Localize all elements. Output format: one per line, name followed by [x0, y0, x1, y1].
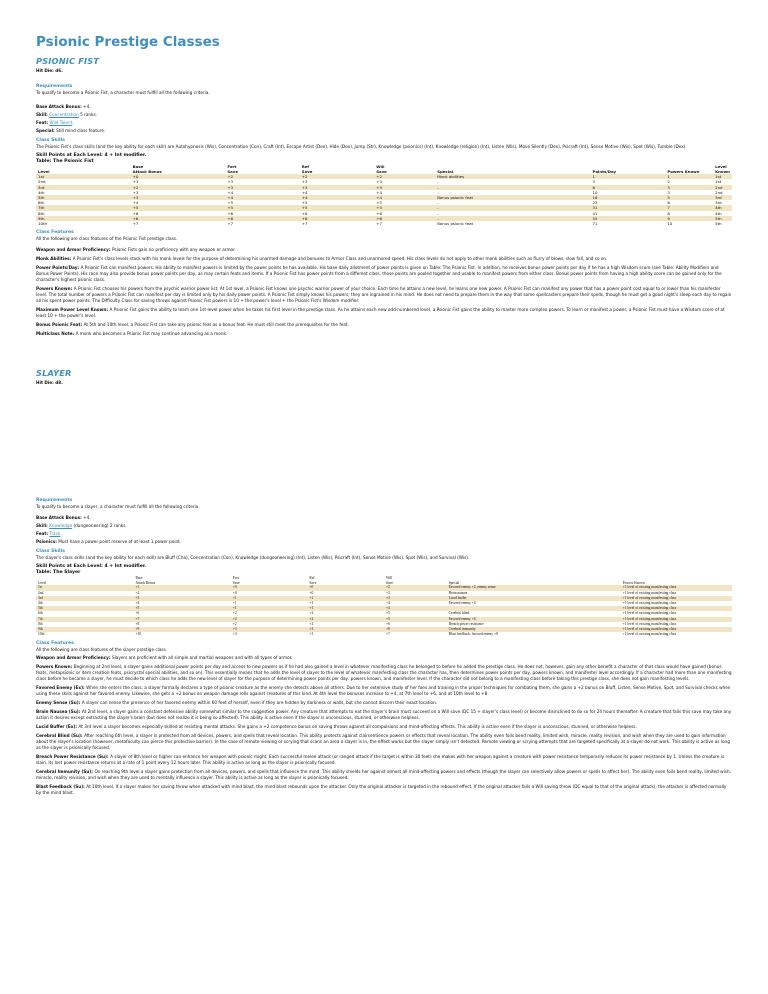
slayer-features-heading: Class Features	[36, 641, 74, 647]
table-cell: 8th	[38, 621, 43, 626]
table-cell: +5	[376, 200, 382, 206]
feature-text: Beginning at 2nd level, a slayer gains additional power points per day and access to new powers as if he had also gained a level in whatever manifesting class he belonged to before he added the prestige class. He does not, however, gain any other benefit a character of that class would have gained (bonus feats, metapsionic or item creation feats, psicrystal special abilities, and so on). This essentially means that he adds the level of slayer to the level of whatever manifesting class the character has, then determines power points per day, powers known, and manifester level accordingly. If a character had more than one manifesting class before he became a slayer, he must decide to which class he adds the new level of slayer for the purpose of determining power points per day, powers known, and manifester level. If the character did not belong to a manifesting class before taking this prestige class, she does not gain manifesting levels.	[36, 664, 732, 682]
table-cell: 4th	[715, 210, 722, 216]
table-cell: +2	[231, 617, 308, 622]
feature-text: A slayer of 8th level or higher can enhance her weapon with psionic might. Each successful melee attack (or ranged attack if the target is within 30 feet) she makes with her weapon against a creature with power resistance temporarily reduces its power resistance by 1. Unless the creature is slain, its lost power resistance returns at a rate of 1 point every 12 hours later. This ability is active as long as the slayer is psionically focused.	[36, 754, 725, 766]
table-cell: 2	[667, 179, 670, 185]
table-cell: +0	[309, 590, 314, 595]
table-cell: -	[437, 200, 439, 206]
table-cell: +1	[133, 585, 230, 590]
table-cell: 5th	[36, 195, 131, 200]
table-cell: 3rd	[715, 200, 722, 206]
table-cell: 6	[667, 200, 670, 206]
table-cell: +5	[301, 200, 308, 206]
table-cell: 4th	[38, 189, 45, 195]
slayer-table-title: Table: The Slayer	[36, 570, 81, 576]
table-cell: 1st	[36, 174, 131, 179]
table-cell: +3	[309, 632, 314, 637]
table-cell: Blast feedback, favored enemy +8	[448, 632, 498, 637]
feature-paragraph	[36, 784, 732, 796]
table-cell: Monk abilities	[435, 174, 590, 179]
slayer-feat-link[interactable]: Track	[49, 531, 61, 537]
fist-feat-label: Feat:	[36, 120, 49, 125]
table-cell: Breach power resistance	[448, 621, 484, 626]
feature-paragraph	[36, 754, 732, 766]
table-cell: +5	[133, 606, 230, 611]
table-cell: +5	[300, 205, 374, 210]
table-cell: +3	[232, 632, 237, 637]
table-cell: +1 level of existing manifesting class	[622, 590, 677, 595]
table-cell: +7	[385, 632, 390, 637]
table-cell: +5	[227, 200, 234, 206]
table-cell: +4	[300, 195, 374, 200]
table-cell: +3	[385, 590, 390, 595]
table-cell: +6	[227, 210, 234, 216]
fist-heading: PSIONIC FIST	[36, 56, 100, 66]
table-cell: +6	[135, 611, 140, 616]
column-header: Base Attack Bonus	[135, 576, 156, 585]
table-cell: 1st	[713, 174, 732, 179]
table-cell: Favored enemy +6	[447, 617, 621, 622]
table-cell: +1 level of existing manifesting class	[622, 621, 677, 626]
table-cell: +7	[376, 221, 382, 227]
table-cell: +3	[132, 189, 139, 195]
table-cell: +3	[376, 179, 382, 185]
table-cell: 3	[592, 179, 595, 185]
table-cell: +1 level of existing manifesting class	[621, 585, 732, 590]
table-cell: +7	[227, 221, 234, 227]
table-cell: +6	[225, 216, 299, 221]
table-cell: +6	[132, 210, 139, 216]
table-cell: +3	[374, 185, 435, 190]
column-header: Special	[437, 168, 454, 174]
table-cell: +2	[309, 621, 314, 626]
table-cell: 2nd	[715, 189, 723, 195]
fist-special-value: Still mind class feature.	[56, 128, 106, 133]
slayer-features-list	[36, 655, 732, 796]
table-cell: +3	[225, 185, 299, 190]
table-row	[36, 632, 732, 637]
table-cell: 10th	[38, 632, 45, 637]
feature-paragraph	[36, 322, 732, 328]
feature-text: A Psionic Fist's class levels stack with his monk levels for the purpose of determining his unarmed damage and bonuses to Armor Class and unarmored speed. His class levels do not apply to other monk abilities such as flurry of blows, slow fall, and so on.	[72, 256, 608, 262]
fist-feat-link[interactable]: Wild Talent	[49, 120, 73, 125]
table-cell: 3	[667, 189, 670, 195]
table-cell: +7	[301, 221, 308, 227]
table-cell: +2	[307, 617, 384, 622]
table-cell: Cerebral blind	[448, 611, 470, 616]
table-cell: +4	[385, 601, 390, 606]
table-cell: +2	[309, 611, 314, 616]
slayer-skill-points: Skill Points at Each Level: 4 + Int modifier.	[36, 564, 147, 570]
table-cell: 8th	[38, 210, 45, 216]
table-cell: 6	[591, 185, 666, 190]
feature-label: Powers Known:	[36, 286, 74, 292]
fist-skill-label: Skill:	[36, 112, 48, 117]
column-header: Level	[38, 168, 50, 174]
table-cell: 1	[665, 174, 713, 179]
table-cell: 1st	[36, 585, 133, 590]
table-cell: +4	[374, 195, 435, 200]
table-cell: 3rd	[36, 185, 131, 190]
slayer-heading: SLAYER	[36, 368, 72, 379]
feature-label: Favored Enemy (Ex):	[36, 685, 87, 691]
slayer-bab-label: Base Attack Bonus:	[36, 515, 82, 521]
slayer-features-intro: All the following are class features of the slayer prestige class.	[36, 647, 168, 653]
table-cell: +6	[300, 216, 374, 221]
feature-paragraph	[36, 331, 732, 337]
feature-text: When she enters the class, a slayer formally declares a type of psionic creature as the enemy she detects above all others. Due to her extensive study of her foes and training in the proper techniques for combating them, she gains a +2 bonus on Bluff, Listen, Sense Motive, Spot, and Survival checks when using these skills against her favored enemy. Likewise, she gets a +2 bonus on weapon damage rolls against creatures of this kind. At 4th level the bonuses increase to +4, at 7th level to +6, and at 10th level to +8.	[36, 685, 731, 697]
table-cell: 5th	[713, 216, 732, 221]
table-cell: +5	[131, 205, 226, 210]
table-cell: 10	[667, 221, 673, 227]
fist-features-heading: Class Features	[36, 230, 74, 236]
table-cell: +6	[301, 210, 308, 216]
table-cell: +5	[374, 205, 435, 210]
slayer-feat-rest: .	[60, 531, 62, 537]
table-cell: +1	[132, 179, 139, 185]
feature-label: Power Points/Day:	[36, 265, 81, 271]
table-cell: +6	[385, 621, 390, 626]
table-cell: +1	[232, 601, 237, 606]
table-cell: -	[437, 179, 439, 185]
table-cell: +1 level of existing manifesting class	[622, 611, 677, 616]
table-cell: 7	[665, 205, 713, 210]
table-cell: +4	[376, 189, 382, 195]
fist-bab-label: Base Attack Bonus:	[36, 104, 82, 109]
fist-table-title: Table: The Psionic Fist	[36, 159, 94, 164]
table-cell: 9th	[36, 627, 133, 632]
feature-label: Blast Feedback (Su):	[36, 784, 87, 790]
table-cell: +8	[135, 621, 140, 626]
table-cell: 2nd	[38, 590, 44, 595]
fist-class-skills-heading: Class Skills	[36, 138, 65, 143]
table-cell: Bonus psionic feat	[435, 195, 590, 200]
table-cell: +6	[384, 627, 447, 632]
fist-req-intro: To qualify to become a Psionic Fist, a character must fulfill all the following criteria.	[36, 90, 210, 95]
slayer-bab-value: +4.	[83, 515, 91, 521]
table-cell: -	[435, 216, 590, 221]
table-cell: -	[435, 205, 590, 210]
slayer-hit-die: Hit Die: d8.	[36, 380, 63, 386]
column-header: Base Attack Bonus	[132, 164, 162, 174]
slayer-class-skills: The slayer's class skills (and the key ability for each skill) are Bluff (Cha), Concentration (Con), Knowledge (dungeoneering) (Int), Listen (Wis), Psicraft (Int), Sense Motive (Wis), Spot (Wis), and Survival (Wis).	[36, 555, 470, 561]
table-cell: 31	[591, 205, 666, 210]
table-cell: +1 level of existing manifesting class	[621, 596, 732, 601]
feature-paragraph	[36, 655, 732, 661]
slayer-class-skills-heading: Class Skills	[36, 549, 65, 555]
table-cell: 4th	[38, 601, 43, 606]
feature-paragraph	[36, 247, 732, 253]
column-header: Fort Save	[232, 576, 240, 585]
column-header: Ref Save	[301, 164, 313, 174]
feature-label: Brain Nausea (Su):	[36, 709, 82, 715]
feature-label: Cerebral Immunity (Su):	[36, 769, 95, 775]
feature-text: At 5th and 10th level, a Psionic Fist can take any psionic feat as a bonus feat. He must still meet the prerequisites for the feat.	[83, 322, 349, 328]
table-cell: +6	[131, 216, 226, 221]
feature-paragraph	[36, 256, 732, 262]
fist-skill-link[interactable]: Concentration	[49, 112, 79, 117]
table-cell: +4	[227, 189, 234, 195]
fist-bab-value: +4.	[83, 104, 91, 109]
column-header: Will Save	[376, 164, 387, 174]
feature-paragraph	[36, 724, 732, 730]
table-cell: 4th	[713, 205, 732, 210]
feature-label: Cerebral Blind (Su):	[36, 733, 85, 739]
table-cell: 9	[665, 216, 713, 221]
feature-text: At 10th level, if a slayer makes her saving throw when attacked with mind blast, the mind blast rebounds upon the attacker. Only the original attacker is targeted in the rebound effect. If the original attacker fails a Will saving throw (DC equal to that of the original attack), the attacker is affected normally by the mind blast.	[36, 784, 727, 796]
table-cell: +6	[376, 210, 382, 216]
table-cell: 6th	[38, 611, 43, 616]
table-cell: 3rd	[713, 195, 732, 200]
feature-text: A slayer can sense the presence of her favored enemy within 60 feet of herself, even if they are hidden by darkness or walls, but she cannot discern their exact location.	[81, 700, 438, 706]
table-cell: 16	[591, 195, 666, 200]
table-cell: +1 level of existing manifesting class	[622, 601, 677, 606]
fist-hit-die: Hit Die: d6.	[36, 68, 63, 73]
feature-text: A Psionic Fist can manifest powers. His ability to manifest powers is limited by the power points he has available. His base daily allotment of power points is given on Table: The Psionic Fist. In addition, he receives bonus power points per day if he has a high Wisdom score (see Table: Ability Modifiers and Bonus Power Points). His race may also provide bonus power points per day, as may certain feats and items. If a Psionic Fist has power points from a different class, those points are pooled together and usable to manifest powers from either class. Bonus power points from having a high ability score can be gained only for the character's highest psionic class.	[36, 265, 722, 283]
table-cell: +4	[301, 189, 308, 195]
feature-paragraph	[36, 664, 732, 682]
fist-features-intro: All the following are class features of the Psionic Fist prestige class.	[36, 236, 178, 242]
slayer-skill-label: Skill:	[36, 523, 48, 529]
table-cell: +3	[301, 179, 308, 185]
fist-class-skills: The Psionic Fist's class skills (and the key ability for each skill) are Autohypnosis (Wis), Concentration (Con), Craft (Int), Escape Artist (Dex), Hide (Dex), Jump (Str), Knowledge (psionics) (Int), Knowledge (religion) (Int), Listen (Wis), Move Silently (Dex), Psicraft (Int), Sense Motive (Wis), Spot (Wis), Tumble (Dex).	[36, 144, 687, 149]
table-cell: Favored enemy +4	[448, 601, 476, 606]
fist-requirements-heading: Requirements	[36, 84, 73, 89]
feature-paragraph	[36, 685, 732, 697]
column-header: Points/Day	[592, 168, 616, 174]
slayer-table	[36, 576, 732, 637]
table-cell: +2	[225, 174, 299, 179]
table-row	[36, 221, 732, 226]
table-cell: 1	[591, 174, 666, 179]
feature-label: Breach Power Resistance (Su):	[36, 754, 111, 760]
feature-text: A monk who becomes a Psionic Fist may continue advancing as a monk.	[75, 331, 228, 337]
feature-paragraph	[36, 769, 732, 781]
fist-features-list	[36, 247, 732, 337]
table-cell: +1	[231, 606, 308, 611]
table-cell: +1	[307, 606, 384, 611]
table-cell: +1	[231, 596, 308, 601]
feature-label: Bonus Psionic Feat:	[36, 322, 84, 328]
feature-text: On reaching 9th level a slayer gains protection from all devices, powers, and spells that influence the mind. This ability shields her against almost all mind-affecting powers and effects (though the slayer can selectively allow powers or spells to affect her). The ability even foils bend reality, limited wish, miracle, reality revision, and wish when they are used to mentally influence a slayer. This ability is active as long as the slayer is psionically focused.	[36, 769, 731, 781]
table-cell: +3	[231, 627, 308, 632]
document	[36, 30, 732, 799]
table-cell: +0	[307, 585, 384, 590]
feature-paragraph	[36, 307, 732, 319]
table-cell: Cerebral immunity	[447, 627, 621, 632]
column-header: Special	[448, 580, 460, 585]
psionic-fist-table	[36, 165, 732, 226]
feature-label: Powers Known:	[36, 664, 74, 670]
feature-paragraph	[36, 709, 732, 721]
feature-label: Weapon and Armor Proficiency:	[36, 655, 112, 661]
slayer-psionics-label: Psionics:	[36, 539, 57, 545]
feature-label: Lucid Buffer (Ex):	[36, 724, 79, 730]
table-cell: Lucid buffer	[447, 596, 621, 601]
table-cell: +2	[374, 174, 435, 179]
table-cell: 2nd	[713, 185, 732, 190]
table-cell: 3rd	[36, 596, 133, 601]
table-cell: Bonus psionic feat	[437, 221, 474, 227]
feature-label: Multiclass Note:	[36, 331, 76, 337]
table-cell: +5	[225, 205, 299, 210]
slayer-req-intro: To qualify to become a slayer, a character must fulfill all the following criteria.	[36, 504, 200, 510]
table-cell: +4	[225, 195, 299, 200]
feature-text: A Psionic Fist gains the ability to learn one 1st-level power when he takes his first level in the prestige class. As he attains each new odd-numbered level, a Psionic Fist gains the ability to master more complex powers. To learn or manifest a power, a Psionic Fist must have a Wisdom score of at least 10 + the power's level.	[36, 307, 725, 319]
feature-text: Slayers are proficient with all simple and martial weapons and with all types of armor.	[111, 655, 293, 661]
table-cell: 10	[592, 189, 598, 195]
column-header: Powers Known	[667, 168, 700, 174]
table-cell: 5	[665, 195, 713, 200]
table-cell: +4	[384, 606, 447, 611]
table-cell: +2	[232, 611, 237, 616]
table-cell: +9	[133, 627, 230, 632]
slayer-skill-link[interactable]: Knowledge	[49, 523, 73, 529]
table-cell: +6	[374, 216, 435, 221]
table-cell: +2	[384, 585, 447, 590]
fist-skill-rest: 5 ranks.	[80, 112, 97, 117]
table-cell: 7th	[36, 205, 131, 210]
table-cell: +7	[132, 221, 139, 227]
table-cell: Brain nausea	[448, 590, 468, 595]
fist-skill-points: Skill Points at Each Level: 4 + Int modifier.	[36, 153, 147, 158]
table-cell: -	[437, 210, 439, 216]
table-cell: 8	[667, 210, 670, 216]
table-cell: 7th	[36, 617, 133, 622]
table-cell: +7	[133, 617, 230, 622]
table-cell: +2	[300, 174, 374, 179]
feature-paragraph	[36, 733, 732, 751]
table-cell: +5	[385, 611, 390, 616]
feature-text: After reaching 6th level, a slayer is protected from all devices, powers, and spells that reveal location. This ability protects against clairsentience powers or effects that reveal location. The ability even foils bend reality, limited wish, miracle, reality revision, and wish when they are used to gain information about the slayer's location (however, metafaculty can pierce this protective barrier). In the case of remote viewing or scrying that scans an area a slayer is in, the effect works but the slayer simply isn't detected. Remote viewing or scrying attempts that are targeted specifically at a slayer do not work. This ability is active as long as the slayer is psionically focused.	[36, 733, 730, 751]
table-cell: +3	[300, 185, 374, 190]
feature-text: At 2nd level, a slayer gains a constant defensive ability somewhat similar to the suggestion power. Any creature that attempts to eat the slayer's brain must succeed on a Will save (DC 15 + slayer's class level) or become disinclined to do so for 24 hours thereafter. A creature that fails this save may take any action it desires except extracting the slayer's brain (but does not realize it is being so affected). This ability is active even if the slayer is unconscious, stunned, or otherwise helpless.	[36, 709, 732, 721]
table-cell: -	[437, 189, 439, 195]
column-header: Powers Known	[622, 580, 645, 585]
table-cell: 1st	[715, 179, 722, 185]
slayer-feat-label: Feat:	[36, 531, 49, 537]
table-cell: +1	[307, 596, 384, 601]
table-cell: 9th	[36, 216, 131, 221]
table-cell: +1 level of existing manifesting class	[622, 632, 677, 637]
table-cell: +4	[135, 601, 140, 606]
table-cell: +3	[227, 179, 234, 185]
table-cell: 6th	[38, 200, 45, 206]
table-cell: +2	[232, 621, 237, 626]
table-cell: +0	[232, 590, 237, 595]
table-cell: +4	[132, 200, 139, 206]
table-cell: 5th	[36, 606, 133, 611]
feature-label: Monk Abilities:	[36, 256, 73, 262]
table-cell: +5	[384, 617, 447, 622]
table-cell: 41	[592, 210, 598, 216]
table-cell: 2nd	[38, 179, 46, 185]
feature-label: Maximum Power Level Known:	[36, 307, 110, 313]
table-cell: +3	[384, 596, 447, 601]
table-cell: +1	[309, 601, 314, 606]
table-cell: +3	[133, 596, 230, 601]
slayer-skill-rest: (dungeoneering) 2 ranks.	[73, 523, 127, 529]
table-cell: +10	[135, 632, 142, 637]
feature-paragraph	[36, 265, 732, 283]
table-cell: -	[435, 185, 590, 190]
column-header: Ref Save	[309, 576, 317, 585]
fist-feat-rest: .	[72, 120, 74, 125]
column-header: Level	[38, 580, 47, 585]
table-cell: +1 level of existing manifesting class	[621, 627, 732, 632]
table-cell: +3	[131, 195, 226, 200]
table-cell: 5th	[715, 221, 722, 227]
table-cell: 55	[591, 216, 666, 221]
feature-paragraph	[36, 700, 732, 706]
column-header: Level Known	[715, 164, 730, 174]
column-header: Will Save	[385, 576, 393, 585]
feature-label: Weapon and Armor Proficiency:	[36, 247, 112, 253]
table-cell: +0	[131, 174, 226, 179]
table-cell: 23	[592, 200, 598, 206]
feature-paragraph	[36, 286, 732, 304]
feature-text: A Psionic Fist chooses his powers from the psychic warrior power list. At 1st level, a Psionic Fist knows one psychic warrior power of your choice. Each time he attains a new level, he learns one new power. A Psionic Fist can manifest any power that has a power point cost equal to or lower than his manifester level. The total number of powers a Psionic Fist can manifest per day is limited only by his daily power points. A Psionic Fist simply knows his powers; they are ingrained in his mind. He does not need to prepare them in the way that some spellcasters prepare their spells, though he must get a good night's sleep each day to regain all his spent power points. The Difficulty Class for saving throws against Psionic Fist powers is 10 + the power's level + the Psionic Fist's Wisdom modifier.	[36, 286, 732, 304]
table-cell: 10th	[38, 221, 47, 227]
table-cell: +3	[307, 627, 384, 632]
feature-text: Psionic Fists gain no proficiency with any weapon or armor.	[111, 247, 236, 253]
slayer-psionics-value: Must have a power point reserve of at least 1 power point.	[58, 539, 182, 545]
table-cell: 3	[665, 185, 713, 190]
table-cell: +2	[135, 590, 140, 595]
table-cell: Favored enemy +2, enemy sense	[447, 585, 621, 590]
table-cell: 71	[592, 221, 598, 227]
table-cell: +1 level of existing manifesting class	[621, 617, 732, 622]
feature-label: Enemy Sense (Su):	[36, 700, 82, 706]
fist-special-label: Special:	[36, 128, 55, 133]
table-cell: +1 level of existing manifesting class	[621, 606, 732, 611]
slayer-requirements-heading: Requirements	[36, 498, 73, 504]
table-cell: +0	[231, 585, 308, 590]
feature-text: At 3rd level a slayer becomes especially skilled at resisting mental attacks. She gains a +2 competence bonus on saving throws against all compulsions and mind-affecting effects. This ability is active even if the slayer is unconscious, stunned, or otherwise helpless.	[78, 724, 637, 730]
table-cell: +2	[131, 185, 226, 190]
column-header: Fort Save	[227, 164, 238, 174]
page-title: Psionic Prestige Classes	[36, 34, 220, 50]
